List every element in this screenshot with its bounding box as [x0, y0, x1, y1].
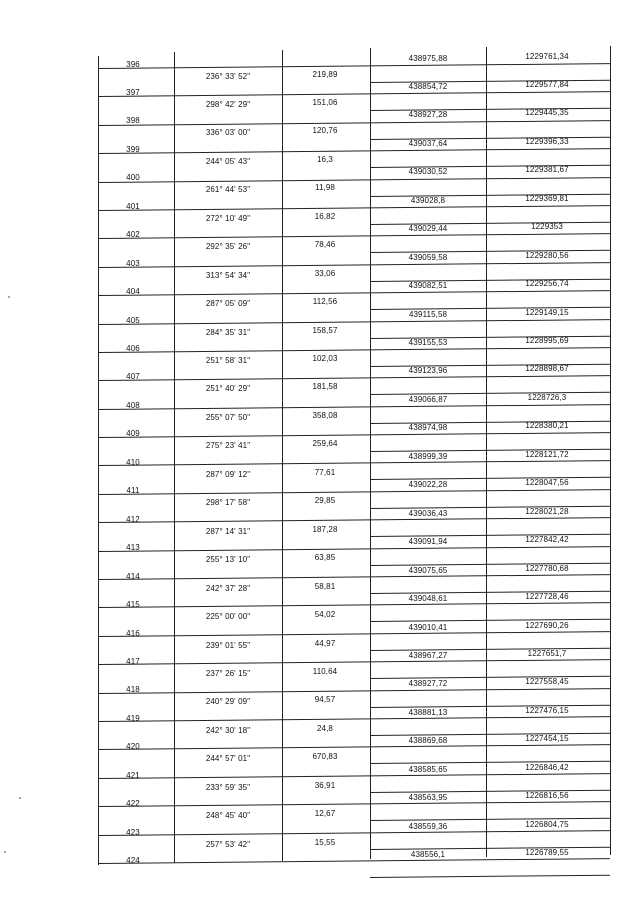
bearing-angle: 233° 59' 35": [205, 782, 251, 792]
bearing-angle: 225° 00' 00": [205, 612, 251, 622]
coordinate-x: 438556,1: [410, 850, 446, 860]
coordinate-x: 439022,28: [408, 480, 448, 490]
segment-distance: 29,85: [314, 496, 336, 506]
point-number: 413: [126, 543, 140, 553]
segment-distance: 63,85: [314, 553, 336, 563]
coordinate-x: 438869,68: [408, 736, 448, 746]
coordinate-y: 1226846,42: [525, 762, 569, 772]
bearing-angle: 251° 40' 29": [205, 384, 251, 394]
coordinate-x: 438585,65: [408, 764, 448, 774]
segment-distance: 94,57: [314, 695, 336, 705]
coordinate-y: 1226816,56: [525, 791, 569, 801]
coordinate-x: 438974,98: [408, 423, 448, 433]
point-number: 423: [126, 827, 140, 837]
coordinate-x: 439059,58: [408, 252, 448, 262]
bearing-angle: 287° 05' 09": [205, 299, 251, 309]
point-number: 419: [126, 713, 140, 723]
coordinate-y: 1228121,72: [525, 449, 569, 459]
segment-distance: 78,46: [314, 240, 336, 250]
bearing-angle: 257° 53' 42": [205, 839, 251, 849]
coordinate-x: 439036,43: [408, 508, 448, 518]
scan-speck: [8, 296, 10, 298]
point-number: 405: [126, 315, 140, 325]
coordinate-y: 1229761,34: [525, 51, 569, 61]
bearing-angle: 287° 14' 31": [205, 526, 251, 536]
coordinate-y: 1226804,75: [525, 819, 569, 829]
bearing-angle: 275° 23' 41": [205, 441, 251, 451]
coordinate-y: 1229381,67: [525, 165, 569, 175]
point-number: 420: [126, 742, 140, 752]
point-number: 396: [126, 59, 140, 69]
segment-distance: 187,28: [312, 524, 338, 534]
bearing-angle: 287° 09' 12": [205, 469, 251, 479]
coordinate-x: 439028,8: [410, 195, 446, 205]
segment-distance: 54,02: [314, 610, 336, 620]
coordinate-x: 438975,88: [408, 53, 448, 63]
coordinate-x: 438559,36: [408, 821, 448, 831]
point-number: 424: [126, 856, 140, 866]
coordinate-y: 1228726,3: [527, 392, 567, 402]
point-number: 412: [126, 514, 140, 524]
coordinate-y: 1227454,15: [525, 734, 569, 744]
column-border: [370, 48, 371, 859]
bearing-angle: 298° 17' 58": [205, 498, 251, 508]
bearing-angle: 313° 54' 34": [205, 270, 251, 280]
bearing-angle: 242° 37' 28": [205, 583, 251, 593]
point-number: 406: [126, 344, 140, 353]
point-number: 417: [126, 656, 140, 666]
segment-distance: 112,56: [312, 297, 338, 307]
segment-distance: 102,03: [312, 354, 338, 363]
coordinate-x: 438927,72: [408, 679, 448, 689]
coordinate-y: 1228995,69: [525, 336, 569, 345]
coordinate-y: 1229577,84: [525, 79, 569, 89]
coordinate-y: 1227690,26: [525, 620, 569, 630]
segment-distance: 110,64: [312, 666, 338, 676]
column-border: [174, 52, 175, 863]
bearing-angle: 242° 30' 18": [205, 725, 251, 735]
bearing-angle: 239° 01' 55": [205, 640, 251, 650]
coordinate-y: 1227558,45: [525, 677, 569, 687]
bearing-angle: 244° 05' 43": [205, 156, 251, 166]
bearing-angle: 298° 42' 29": [205, 99, 251, 109]
coordinate-x: 439155,53: [408, 338, 448, 347]
segment-distance: 358,08: [312, 410, 338, 420]
scan-speck: [4, 851, 6, 853]
coordinate-y: 1229396,33: [525, 136, 569, 146]
bearing-angle: 284° 35' 31": [205, 327, 251, 337]
column-border: [610, 46, 611, 855]
coordinate-y: 1227476,15: [525, 705, 569, 715]
coordinate-y: 1227728,46: [525, 592, 569, 602]
coordinate-x: 439037,64: [408, 138, 448, 148]
point-number: 401: [126, 201, 140, 211]
bearing-angle: 261° 44' 53": [205, 185, 251, 195]
coordinate-y: 1227842,42: [525, 535, 569, 545]
coordinate-x: 438967,27: [408, 650, 448, 660]
coordinate-x: 439115,58: [408, 309, 448, 319]
segment-distance: 16,3: [317, 154, 333, 164]
point-number: 416: [126, 628, 140, 638]
segment-distance: 181,58: [312, 382, 338, 392]
point-number: 415: [126, 600, 140, 610]
coordinate-y: 1227651,7: [527, 648, 567, 658]
point-number: 403: [126, 258, 140, 268]
segment-distance: 36,91: [314, 780, 336, 790]
coordinate-x: 439066,87: [408, 394, 448, 404]
bearing-angle: 255° 07' 50": [205, 412, 251, 422]
coordinate-x: 439048,61: [408, 594, 448, 604]
bearing-angle: 292° 35' 26": [205, 242, 251, 252]
segment-distance: 11,98: [315, 183, 335, 193]
coordinate-x: 438854,72: [408, 81, 448, 91]
bearing-angle: 248° 45' 40": [205, 811, 251, 821]
coordinate-y: 1227780,68: [525, 563, 569, 573]
segment-separator: [370, 875, 610, 878]
point-number: 399: [126, 144, 140, 154]
point-number: 410: [126, 457, 140, 467]
bearing-angle: 336° 03' 00": [205, 128, 251, 138]
coordinate-y: 1226789,55: [525, 848, 569, 858]
coordinate-y: 1228380,21: [525, 421, 569, 431]
column-border: [282, 50, 283, 861]
segment-distance: 16,82: [314, 211, 336, 221]
point-number: 402: [126, 230, 140, 240]
bearing-angle: 240° 29' 09": [205, 697, 251, 707]
coordinate-y: 1229280,56: [525, 250, 569, 260]
coordinate-x: 438563,95: [408, 793, 448, 803]
point-number: 398: [126, 116, 140, 126]
coordinate-y: 1229369,81: [525, 193, 569, 203]
coordinate-x: 438881,13: [408, 707, 448, 717]
segment-distance: 15,55: [314, 837, 336, 847]
segment-distance: 158,57: [312, 325, 338, 335]
segment-distance: 44,97: [314, 638, 336, 648]
point-number: 409: [126, 429, 140, 439]
segment-distance: 33,06: [314, 268, 336, 278]
coordinate-x: 438999,39: [408, 451, 448, 461]
segment-distance: 120,76: [312, 126, 338, 136]
point-number: 414: [126, 571, 140, 581]
segment-distance: 12,67: [314, 809, 336, 819]
bearing-angle: 236° 33' 52": [205, 71, 251, 81]
point-number: 408: [126, 400, 140, 410]
coordinate-y: 1229353: [531, 222, 563, 232]
column-border: [486, 47, 487, 857]
coordinate-x: 439030,52: [408, 167, 448, 177]
segment-distance: 219,89: [312, 69, 338, 79]
bearing-angle: 255° 13' 10": [205, 555, 251, 565]
coordinate-y: 1228898,67: [525, 364, 569, 374]
bearing-angle: 272° 10' 49": [205, 213, 251, 223]
coordinate-y: 1229256,74: [525, 279, 569, 289]
coordinate-x: 439010,41: [408, 622, 448, 632]
coordinate-x: 439029,44: [408, 224, 448, 234]
segment-distance: 151,06: [312, 97, 338, 107]
point-number: 421: [126, 770, 140, 780]
coordinate-x: 439075,65: [408, 565, 448, 575]
point-number: 404: [126, 287, 140, 297]
point-number: 422: [126, 799, 140, 809]
coordinate-y: 1228021,28: [525, 506, 569, 516]
segment-distance: 259,64: [312, 439, 338, 449]
coordinate-y: 1228047,56: [525, 478, 569, 488]
point-number: 407: [126, 372, 140, 382]
coordinate-x: 439123,96: [408, 366, 448, 376]
coordinate-y: 1229445,35: [525, 108, 569, 118]
column-border: [98, 56, 99, 865]
coordinate-x: 439082,51: [408, 281, 448, 291]
point-number: 397: [126, 87, 140, 97]
point-number: 411: [126, 486, 140, 496]
bearing-angle: 237° 26' 15": [205, 668, 251, 678]
segment-distance: 24,8: [317, 723, 333, 733]
coordinate-x: 438927,28: [408, 110, 448, 120]
segment-distance: 77,61: [314, 467, 336, 477]
scan-speck: [19, 797, 21, 799]
coordinate-y: 1229149,15: [525, 307, 569, 317]
coordinate-x: 439091,94: [408, 537, 448, 547]
segment-distance: 58,81: [314, 581, 336, 591]
point-number: 400: [126, 173, 140, 183]
segment-distance: 670,83: [312, 752, 338, 762]
point-number: 418: [126, 685, 140, 695]
bearing-angle: 244° 57' 01": [205, 754, 251, 764]
bearing-angle: 251° 58' 31": [205, 356, 251, 365]
